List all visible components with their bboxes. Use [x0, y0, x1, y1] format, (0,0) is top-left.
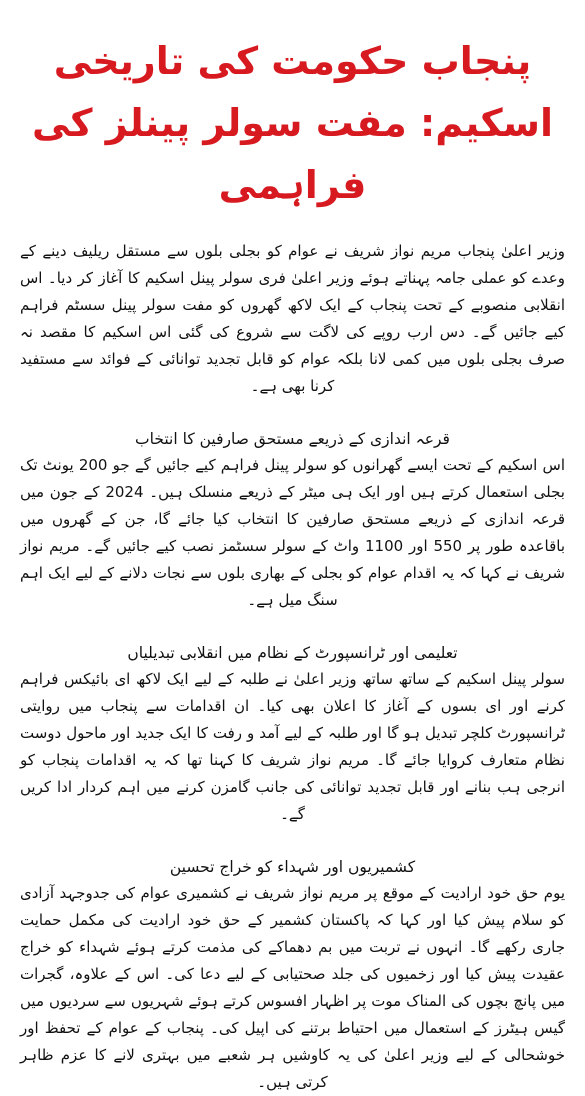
section-education-transport — [20, 642, 565, 828]
article-title: پنجاب حکومت کی تاریخی اسکیم: مفت سولر پینلز کی فراہمی — [31, 39, 554, 207]
section-paragraph: یوم حق خود ارادیت کے موقع پر مریم نواز شریف نے کشمیری عوام کی جدوجہد آزادی کو سلام پیش کیا اور کہا کہ پاکستان کشمیر کے حق خود ارادیت کی مکمل حمایت جاری رکھے گا۔ انہوں نے تربت میں بم دھماکے کی مذمت کرتے ہوئے شہداء کو خراج عقیدت پیش کیا اور زخمیوں کی جلد صحتیابی کے لیے دعا کی۔ اس کے علاوہ، گجرات میں پانچ بچوں کی المناک موت پر اظہار افسوس کرتے ہوئے شہریوں سے سردیوں میں گیس ہیٹرز کے استعمال میں احتیاط برتنے کی اپیل کی۔ پنجاب کے عوام کے تحفظ اور خوشحالی کے لیے وزیر اعلیٰ کی یہ کاوشیں ہر شعبے میں بہتری لانے کا عزم ظاہر کرتی ہیں۔ — [20, 884, 565, 1091]
section-paragraph: سولر پینل اسکیم کے ساتھ ساتھ وزیر اعلیٰ نے طلبہ کے لیے ایک لاکھ ای بائیکس فراہم کرنے اور ای بسوں کے آغاز کا اعلان بھی کیا۔ ان اقدامات سے پنجاب میں روایتی ٹرانسپورٹ کلچر تبدیل ہو گا اور طلبہ کے لیے آمد و رفت کا ایک جدید اور ماحول دوست نظام متعارف کروایا جائے گا۔ مریم نواز شریف کا کہنا تھا کہ یہ اقدامات پنجاب کو انرجی ہب بنانے اور قابل تجدید توانائی کی جانب گامزن کرنے میں اہم کردار ادا کریں گے۔ — [20, 670, 565, 823]
section-heading: کشمیریوں اور شہداء کو خراج تحسین — [169, 858, 416, 876]
intro-paragraph: وزیر اعلیٰ پنجاب مریم نواز شریف نے عوام کو بجلی بلوں سے مستقل ریلیف دینے کے وعدے کو عملی جامہ پہناتے ہوئے وزیر اعلیٰ فری سولر پینل اسکیم کا آغاز کر دیا۔ اس انقلابی منصوبے کے تحت پنجاب کے ایک لاکھ گھروں کو مفت سولر پینل سسٹم فراہم کیے جائیں گے۔ دس ارب روپے کی لاگت سے شروع کی گئی اس اسکیم کا مقصد نہ صرف بجلی بلوں میں کمی لانا بلکہ عوام کو قابل تجدید توانائی کے فوائد سے مستفید کرنا بھی ہے۔ — [20, 242, 565, 395]
section-heading: تعلیمی اور ٹرانسپورٹ کے نظام میں انقلابی تبدیلیاں — [127, 644, 458, 662]
section-heading: قرعہ اندازی کے ذریعے مستحق صارفین کا انتخاب — [135, 430, 450, 448]
section-paragraph: اس اسکیم کے تحت ایسے گھرانوں کو سولر پینل فراہم کیے جائیں گے جو 200 یونٹ تک بجلی استعمال کرتے ہیں اور ایک ہی میٹر کے ذریعے منسلک ہیں۔ 2024 کے جون میں قرعہ اندازی کے ذریعے مستحق صارفین کا انتخاب کیا جائے گا، جن کے گھروں میں باقاعدہ طور پر 550 اور 1100 واٹ کے سولر سسٹمز نصب کیے جائیں گے۔ مریم نواز شریف نے کہا کہ یہ اقدام عوام کو بجلی کے بھاری بلوں سے نجات دلانے کے لیے ایک اہم سنگ میل ہے۔ — [20, 456, 565, 609]
section-kashmir-tribute — [20, 856, 565, 1096]
section-lottery — [20, 428, 565, 614]
